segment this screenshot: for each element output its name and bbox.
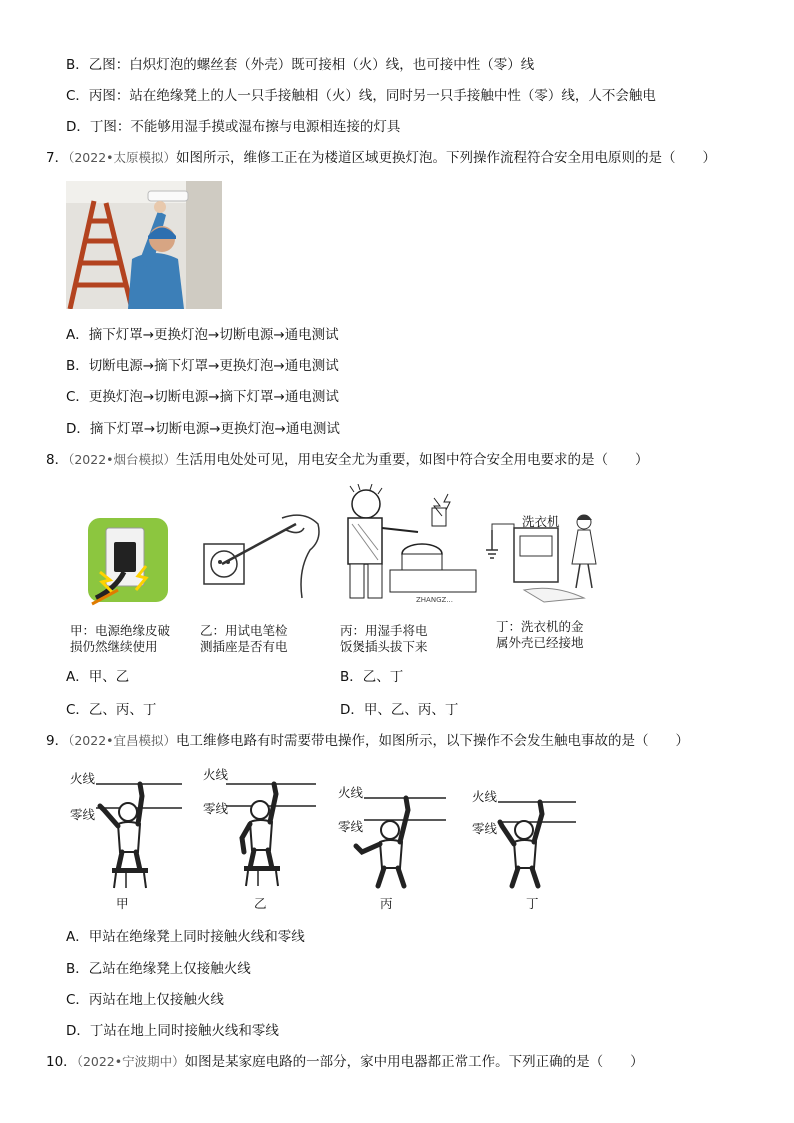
q9-source: （2022•宜昌模拟） <box>68 733 177 748</box>
q8-caption-yi-line1: 乙：用试电笔检 <box>200 623 288 638</box>
q8-text: 生活用电处处可见，用电安全尤为重要，如图中符合安全用电要求的是（ ） <box>176 452 649 468</box>
q9-option-c: C．丙站在地上仅接触火线 <box>66 992 224 1008</box>
svg-text:ZHANGZ...: ZHANGZ... <box>416 596 453 604</box>
q7-option-c: C．更换灯泡→切断电源→摘下灯罩→通电测试 <box>66 389 339 405</box>
q8-washer-label: 洗衣机 <box>522 514 560 529</box>
q9-figure-yi <box>200 766 316 890</box>
q8-figure-jia <box>86 516 170 606</box>
q8-option-c: C．乙、丙、丁 <box>66 702 157 718</box>
q7-source: （2022•太原模拟） <box>68 150 177 165</box>
q7-worker-photo <box>66 181 222 309</box>
q9-option-d: D．丁站在地上同时接触火线和零线 <box>66 1023 279 1039</box>
q9-text: 电工维修电路有时需要带电操作，如图所示，以下操作不会发生触电事故的是（ ） <box>176 733 690 749</box>
q6-option-b: B．乙图：白炽灯泡的螺丝套（外壳）既可接相（火）线，也可接中性（零）线 <box>66 57 535 73</box>
q8-caption-bing-line2: 饭煲插头拔下来 <box>340 639 428 654</box>
q9-ding-live-label: 火线 <box>472 789 498 804</box>
q8-caption-ding-line1: 丁：洗衣机的金 <box>496 619 584 634</box>
q8-source: （2022•烟台模拟） <box>68 452 177 467</box>
q9-option-a: A．甲站在绝缘凳上同时接触火线和零线 <box>66 929 305 945</box>
q9-label-yi: 乙 <box>254 896 267 911</box>
q7-number: 7． <box>46 150 69 166</box>
q7-option-b: B．切断电源→摘下灯罩→更换灯泡→通电测试 <box>66 358 339 374</box>
q6-option-d: D．丁图：不能够用湿手摸或湿布擦与电源相连接的灯具 <box>66 119 401 135</box>
q10-number: 10． <box>46 1054 77 1070</box>
q7-option-d: D．摘下灯罩→切断电源→更换灯泡→通电测试 <box>66 421 340 437</box>
q8-figure-yi <box>200 510 324 606</box>
q8-figure-bing <box>330 484 480 608</box>
q10-text: 如图是某家庭电路的一部分，家中用电器都正常工作。下列正确的是（ ） <box>184 1054 644 1070</box>
q8-option-a: A．甲、乙 <box>66 669 130 685</box>
q9-yi-live-label: 火线 <box>203 767 229 782</box>
q8-caption-jia-line1: 甲：电源绝缘皮破 <box>70 623 171 638</box>
q9-label-bing: 丙 <box>380 896 393 911</box>
q10-stem <box>46 1053 644 1071</box>
q10-source: （2022•宁波期中） <box>76 1054 185 1069</box>
q9-stem <box>46 732 689 750</box>
q9-yi-neutral-label: 零线 <box>203 801 229 816</box>
q8-option-b: B．乙、丁 <box>340 669 404 685</box>
q9-label-jia: 甲 <box>116 896 129 911</box>
q9-bing-neutral-label: 零线 <box>338 819 364 834</box>
q7-option-a: A．摘下灯罩→更换灯泡→切断电源→通电测试 <box>66 327 339 343</box>
q9-option-b: B．乙站在绝缘凳上仅接触火线 <box>66 961 251 977</box>
q9-jia-neutral-label: 零线 <box>70 807 96 822</box>
q8-caption-jia-line2: 损仍然继续使用 <box>70 639 158 654</box>
q8-stem <box>46 451 649 469</box>
q9-ding-neutral-label: 零线 <box>472 821 498 836</box>
q8-number: 8． <box>46 452 69 468</box>
q6-option-c: C．丙图：站在绝缘凳上的人一只手接触相（火）线，同时另一只手接触中性（零）线，人不会触电 <box>66 88 656 104</box>
q9-number: 9． <box>46 733 69 749</box>
q9-bing-live-label: 火线 <box>338 785 364 800</box>
q9-label-ding: 丁 <box>526 896 539 911</box>
q8-option-d: D．甲、乙、丙、丁 <box>340 702 459 718</box>
q7-text: 如图所示，维修工正在为楼道区域更换灯泡。下列操作流程符合安全用电原则的是（ ） <box>176 150 717 166</box>
q7-stem <box>46 149 716 167</box>
q8-caption-ding-line2: 属外壳已经接地 <box>496 635 584 650</box>
q8-caption-yi-line2: 测插座是否有电 <box>200 639 288 654</box>
q8-caption-bing-line1: 丙：用湿手将电 <box>340 623 428 638</box>
q9-jia-live-label: 火线 <box>70 771 96 786</box>
